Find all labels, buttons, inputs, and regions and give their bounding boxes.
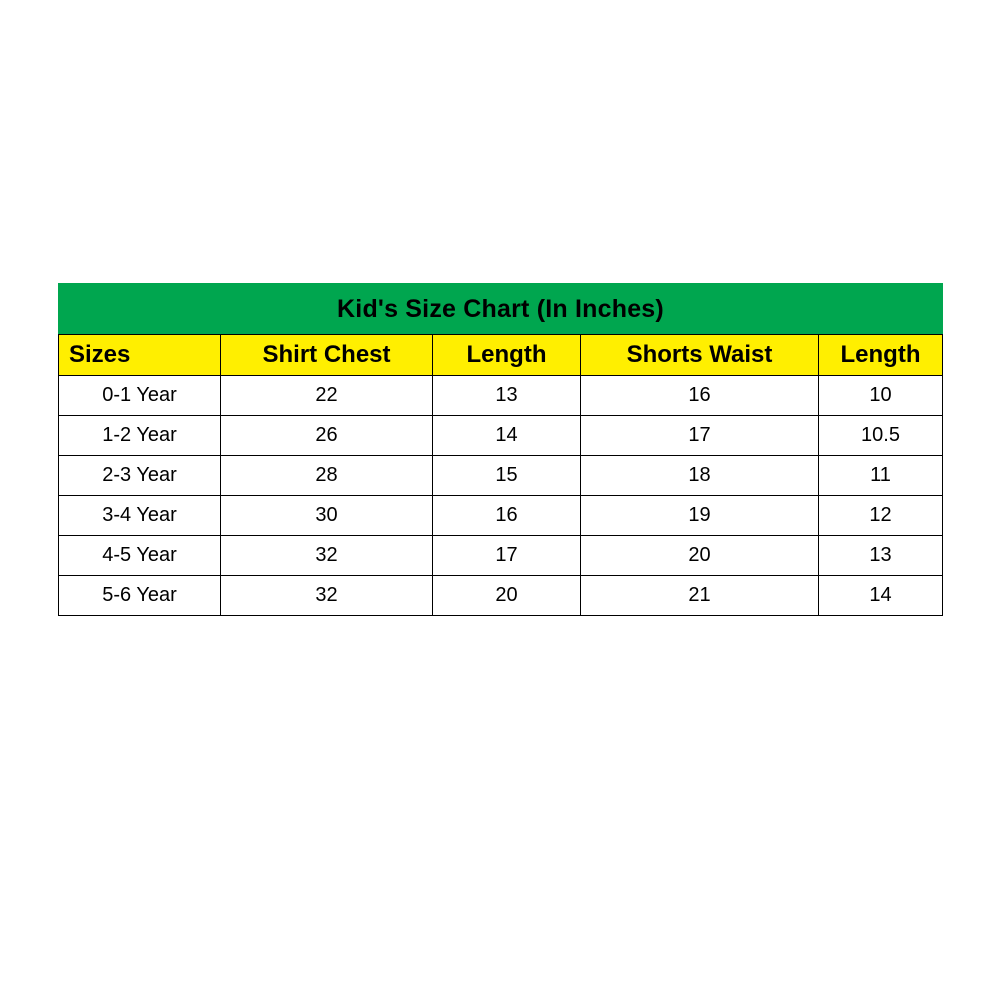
- table-body: [59, 376, 943, 616]
- cell-shirt-length: 20: [433, 576, 581, 616]
- cell-shirt-length: 16: [433, 496, 581, 536]
- cell-shorts-waist: 18: [581, 456, 819, 496]
- cell-shirt-chest: 30: [221, 496, 433, 536]
- cell-shirt-length: 17: [433, 536, 581, 576]
- cell-shorts-length: 10.5: [819, 416, 943, 456]
- cell-shorts-length: 11: [819, 456, 943, 496]
- table-header-row: [59, 335, 943, 376]
- cell-size: 0-1 Year: [59, 376, 221, 416]
- cell-shorts-length: 13: [819, 536, 943, 576]
- cell-shirt-chest: 22: [221, 376, 433, 416]
- cell-size: 4-5 Year: [59, 536, 221, 576]
- table-row: [59, 376, 943, 416]
- cell-size: 5-6 Year: [59, 576, 221, 616]
- cell-shirt-length: 13: [433, 376, 581, 416]
- chart-title-row: [59, 284, 943, 335]
- cell-shorts-length: 10: [819, 376, 943, 416]
- cell-shirt-chest: 28: [221, 456, 433, 496]
- cell-shirt-chest: 32: [221, 536, 433, 576]
- cell-shorts-waist: 17: [581, 416, 819, 456]
- table-row: [59, 416, 943, 456]
- size-chart-container: [58, 283, 942, 616]
- cell-size: 1-2 Year: [59, 416, 221, 456]
- cell-shirt-chest: 32: [221, 576, 433, 616]
- cell-shirt-length: 14: [433, 416, 581, 456]
- table-row: [59, 496, 943, 536]
- table-row: [59, 576, 943, 616]
- cell-size: 2-3 Year: [59, 456, 221, 496]
- cell-shirt-length: 15: [433, 456, 581, 496]
- column-header-shirt-length: Length: [433, 335, 581, 376]
- cell-shorts-waist: 21: [581, 576, 819, 616]
- cell-shorts-waist: 19: [581, 496, 819, 536]
- column-header-shirt-chest: Shirt Chest: [221, 335, 433, 376]
- cell-shirt-chest: 26: [221, 416, 433, 456]
- size-chart-table: [58, 283, 943, 616]
- cell-shorts-length: 14: [819, 576, 943, 616]
- column-header-shorts-length: Length: [819, 335, 943, 376]
- table-row: [59, 456, 943, 496]
- cell-shorts-waist: 16: [581, 376, 819, 416]
- table-row: [59, 536, 943, 576]
- page-title: Kid's Size Chart (In Inches): [59, 284, 943, 335]
- cell-shorts-waist: 20: [581, 536, 819, 576]
- cell-shorts-length: 12: [819, 496, 943, 536]
- column-header-shorts-waist: Shorts Waist: [581, 335, 819, 376]
- column-header-sizes: Sizes: [59, 335, 221, 376]
- cell-size: 3-4 Year: [59, 496, 221, 536]
